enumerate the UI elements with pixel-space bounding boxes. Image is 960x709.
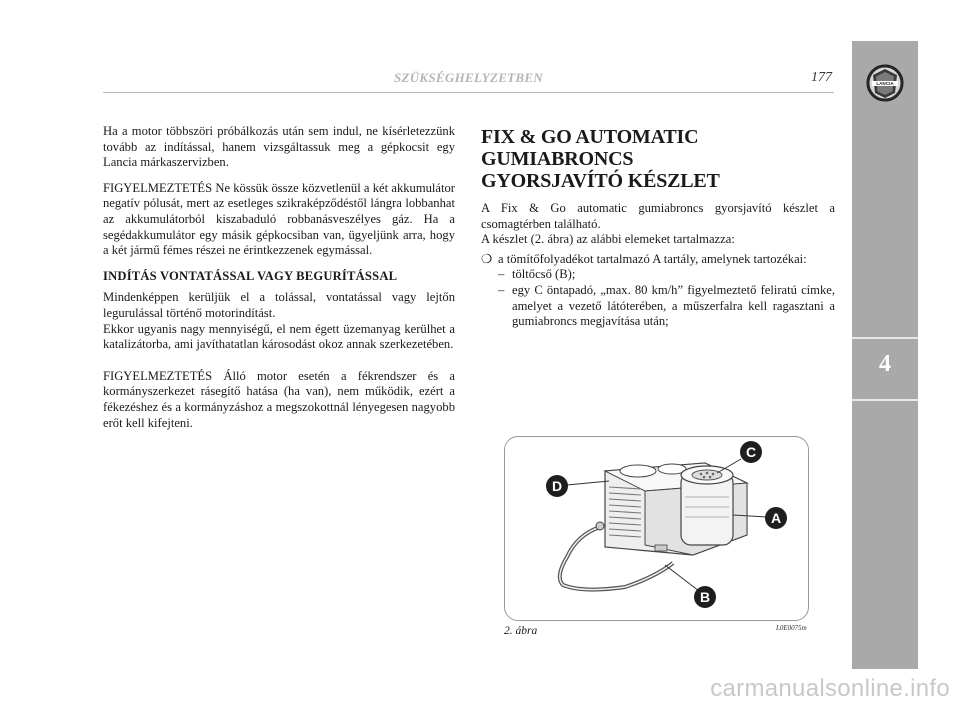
section-heading: INDÍTÁS VONTATÁSSAL VAGY BEGURÍTÁSSAL (103, 268, 398, 283)
callout-label: D (551, 478, 563, 494)
sub-list-item-text: töltőcső (B); (512, 267, 576, 282)
bullet-icon: ❍ (481, 251, 493, 266)
paragraph: Mindenképpen kerüljük el a tolással, vontatással vagy lejtőn legurulással történő motorindítást. (103, 290, 455, 320)
callout-b (694, 586, 716, 608)
dash-icon: – (498, 267, 505, 282)
page-number: 177 (811, 70, 832, 85)
callout-label: A (770, 510, 782, 526)
callout-c (740, 441, 762, 463)
figure-code: L0E0075m (776, 624, 807, 632)
left-column (103, 124, 455, 441)
paragraph: A készlet (2. ábra) az alábbi elemeket tartalmazza: (481, 232, 735, 247)
callout-label: B (699, 589, 711, 605)
list-item (481, 252, 835, 268)
paragraph: Ekkor ugyanis nagy mennyiségű, el nem égett üzemanyag kerülhet a katalizátorba, ami javíthatatlan károsodást okoz annak szerkezetében. (103, 321, 455, 352)
callout-label: C (745, 444, 757, 460)
warning-paragraph: FIGYELMEZTETÉS Ne kössük össze közvetlenül a két akkumulátor negatív pólusát, mert az esetleges szikraképződéstől lángra lobbanhat az akkumulátorból kiszabaduló robbanásveszélyes gáz. Ha a segédakkumulátor egy másik gépkocsiban van, ügyeljünk arra, hogy a két jármű fémes részei ne érintkezzenek egymással. (103, 180, 455, 258)
sub-list-item (481, 283, 835, 330)
svg-text:LANCIA: LANCIA (876, 81, 894, 87)
chapter-tab (852, 41, 918, 669)
right-column (481, 124, 835, 330)
tab-divider (852, 399, 918, 401)
watermark: carmanualsonline.info (710, 675, 950, 702)
section-title: SZÜKSÉGHELYZETBEN (393, 70, 544, 85)
lancia-logo-icon (866, 63, 904, 103)
callout-d (546, 475, 568, 497)
title-line: GUMIABRONCS (481, 148, 634, 170)
figure-caption: 2. ábra (504, 625, 538, 637)
warning-paragraph: FIGYELMEZTETÉS Álló motor esetén a fékrendszer és a kormányszerkezet rásegítő hatása (ha van), nem működik, ezért a fékezéshez és a kormányzáshoz a megszokottnál lényegesen nagyobb erőt kell kifejteni. (103, 368, 455, 430)
kit-illustration (504, 436, 809, 621)
page-header (103, 68, 834, 93)
compressor-drawing (505, 437, 808, 620)
title-line: GYORSJAVÍTÓ KÉSZLET (481, 170, 720, 192)
dash-icon: – (498, 282, 505, 297)
list-item-text: a tömítőfolyadékot tartalmazó A tartály, amelynek tartozékai: (498, 251, 807, 266)
title-line: FIX & GO AUTOMATIC (481, 126, 699, 148)
chapter-number: 4 (879, 351, 891, 377)
paragraph: Ha a motor többszöri próbálkozás után sem indul, ne kísérletezzünk tovább az indítással, hanem vizsgáltassuk meg a gépkocsit egy Lancia márkaszervizben. (103, 124, 455, 170)
paragraph: A Fix & Go automatic gumiabroncs gyorsjavító készlet a csomagtérben található. (481, 201, 835, 231)
sub-list-item (481, 267, 835, 283)
tab-divider (852, 337, 918, 339)
callout-a (765, 507, 787, 529)
sub-list-item-text: egy C öntapadó, „max. 80 km/h” figyelmeztető feliratú címke, amelyet a vezető látóterében, a műszerfalra kell ragasztani a gumiabroncs megjavítása után; (512, 282, 835, 329)
kit-title (481, 126, 835, 192)
